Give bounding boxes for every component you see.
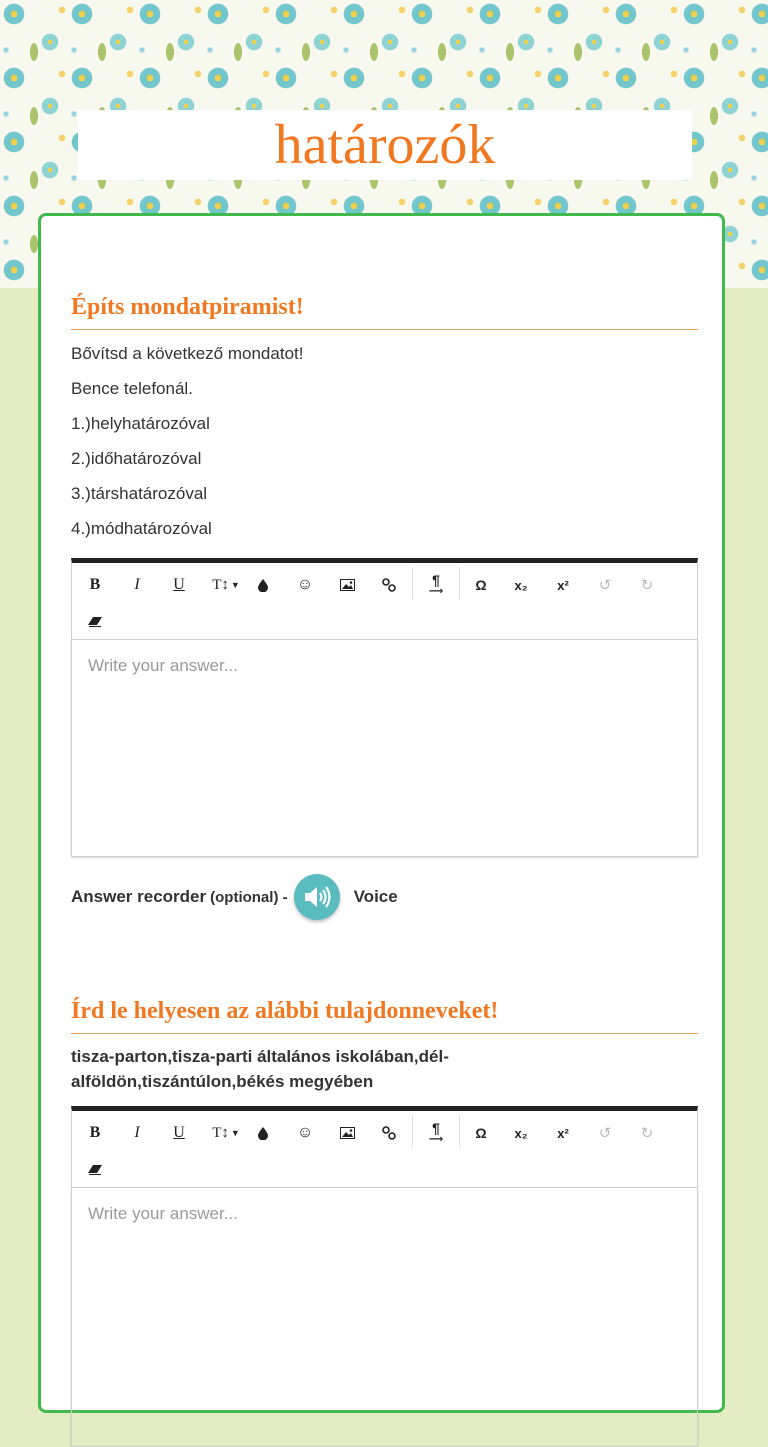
- bold-button[interactable]: B: [89, 1124, 101, 1141]
- link-icon[interactable]: [374, 570, 404, 600]
- text-size-icon: T↕: [212, 1124, 229, 1141]
- text-color-icon[interactable]: [248, 570, 278, 600]
- subscript-button[interactable]: x₂: [514, 577, 528, 593]
- text-size-button[interactable]: [206, 1118, 246, 1148]
- image-icon[interactable]: [332, 1118, 362, 1148]
- question-line: tisza-parton,tisza-parti általános iskolában,dél-: [71, 1047, 449, 1066]
- toolbar-divider: [459, 567, 460, 599]
- text-color-icon[interactable]: [248, 1118, 278, 1148]
- question-line: alföldön,tiszántúlon,békés megyében: [71, 1072, 374, 1091]
- superscript-button[interactable]: x²: [557, 577, 569, 593]
- arrow-right-icon: ⟶: [428, 586, 444, 597]
- toolbar-divider: [412, 567, 413, 599]
- answer-editor-2: [71, 1106, 698, 1447]
- eraser-icon[interactable]: [80, 1155, 110, 1185]
- section-title: Írd le helyesen az alábbi tulajdonneveket!: [71, 998, 698, 1034]
- redo-icon[interactable]: ↻: [640, 577, 654, 594]
- question-text: [71, 1034, 698, 1094]
- recorder-label: Answer recorder: [71, 887, 207, 906]
- underline-button[interactable]: U: [173, 576, 185, 593]
- answer-recorder: [71, 874, 398, 920]
- superscript-button[interactable]: x²: [557, 1125, 569, 1141]
- caret-down-icon: ▼: [230, 1128, 240, 1138]
- bold-button[interactable]: B: [89, 576, 101, 593]
- paragraph-icon: ¶: [432, 572, 440, 588]
- question-line: 1.)helyhatározóval: [71, 414, 210, 433]
- speaker-icon: [302, 884, 332, 910]
- arrow-right-icon: ⟶: [428, 1134, 444, 1145]
- voice-label: Voice: [353, 887, 398, 906]
- voice-record-button[interactable]: [294, 874, 340, 920]
- answer-input[interactable]: Write your answer...: [71, 639, 698, 857]
- question-line: 2.)időhatározóval: [71, 449, 202, 468]
- text-size-button[interactable]: [206, 570, 246, 600]
- caret-down-icon: ▼: [230, 580, 240, 590]
- section-title: Építs mondatpiramist!: [71, 294, 698, 330]
- toolbar-divider: [412, 1115, 413, 1147]
- emoji-icon[interactable]: ☺: [296, 1124, 314, 1141]
- subscript-button[interactable]: x₂: [514, 1125, 528, 1141]
- paragraph-direction-button[interactable]: [421, 570, 451, 600]
- title-banner: [78, 110, 692, 180]
- question-line: Bővítsd a következő mondatot!: [71, 344, 304, 363]
- image-icon[interactable]: [332, 570, 362, 600]
- underline-button[interactable]: U: [173, 1124, 185, 1141]
- question-line: 3.)társhatározóval: [71, 484, 208, 503]
- link-icon[interactable]: [374, 1118, 404, 1148]
- paragraph-direction-button[interactable]: [421, 1118, 451, 1148]
- question-section-1: [71, 294, 698, 857]
- question-text: [71, 330, 698, 546]
- toolbar-divider: [459, 1115, 460, 1147]
- answer-input[interactable]: Write your answer...: [71, 1187, 698, 1447]
- text-size-icon: T↕: [212, 576, 229, 593]
- question-line: 4.)módhatározóval: [71, 519, 212, 538]
- special-characters-button[interactable]: Ω: [475, 577, 487, 593]
- eraser-icon[interactable]: [80, 607, 110, 637]
- recorder-optional-label: (optional) -: [210, 888, 288, 906]
- page-title: határozók: [274, 114, 496, 176]
- redo-icon[interactable]: ↻: [640, 1125, 654, 1142]
- editor-toolbar: [71, 1106, 698, 1187]
- emoji-icon[interactable]: ☺: [296, 576, 314, 593]
- worksheet-card: [38, 213, 725, 1413]
- undo-icon[interactable]: ↺: [598, 577, 612, 594]
- paragraph-icon: ¶: [432, 1120, 440, 1136]
- italic-button[interactable]: I: [134, 1124, 140, 1141]
- editor-toolbar: [71, 558, 698, 639]
- undo-icon[interactable]: ↺: [598, 1125, 612, 1142]
- special-characters-button[interactable]: Ω: [475, 1125, 487, 1141]
- italic-button[interactable]: I: [134, 576, 140, 593]
- answer-editor-1: [71, 558, 698, 857]
- question-line: Bence telefonál.: [71, 379, 193, 398]
